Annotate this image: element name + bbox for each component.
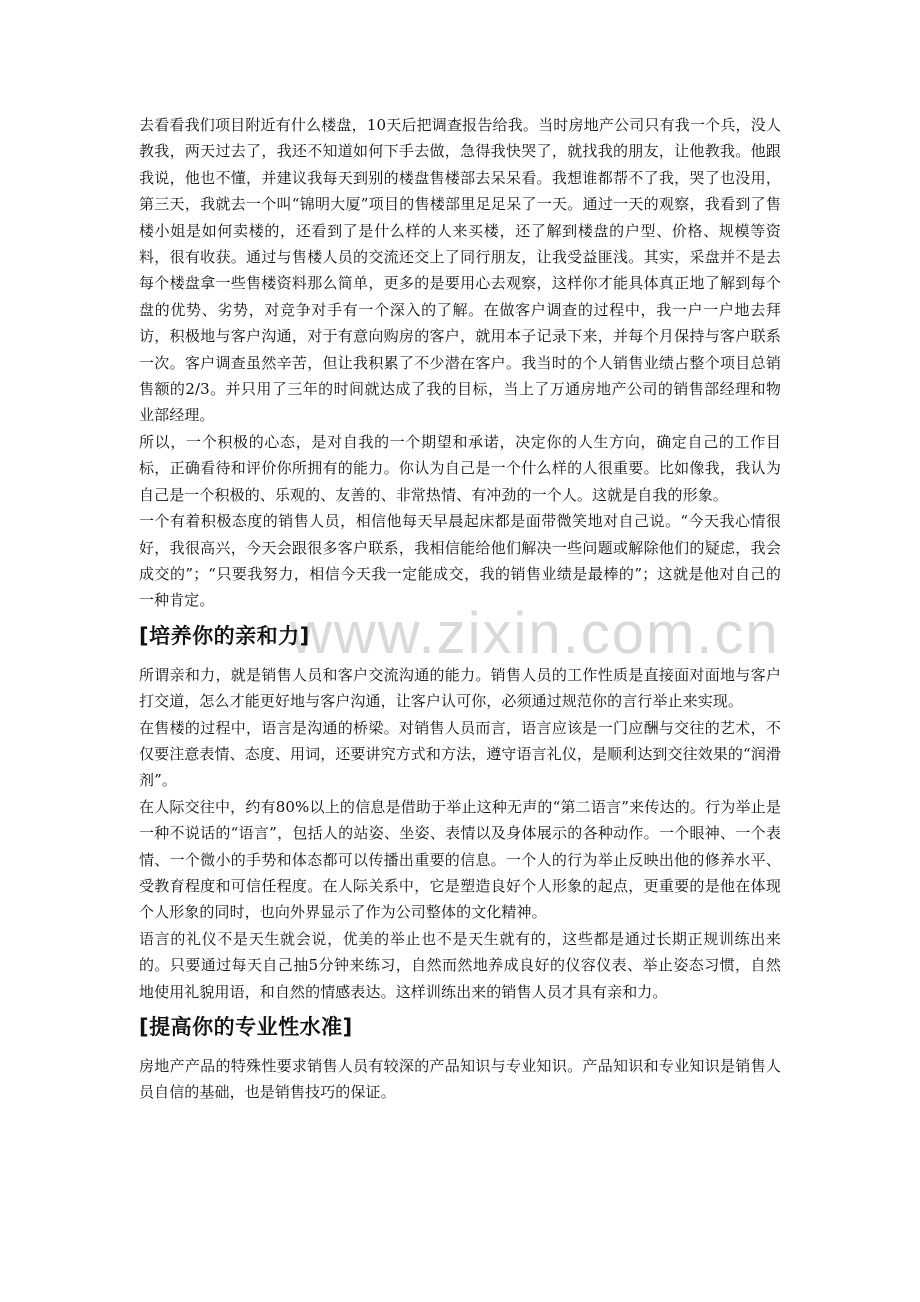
- paragraph: 在售楼的过程中，语言是沟通的桥梁。对销售人员而言，语言应该是一门应酬与交往的艺术，不仅要注意表情、态度、用词，还要讲究方式和方法，遵守语言礼仪，是顺利达到交往效果的“润滑剂”。: [139, 718, 781, 790]
- paragraph: 语言的礼仪不是天生就会说，优美的举止也不是天生就有的，这些都是通过长期正规训练出来的。只要通过每天自己抽5分钟来练习，自然而然地养成良好的仪容仪表、举止姿态习惯，自然地使用礼貌用语，和自然的情感表达。这样训练出来的销售人员才具有亲和力。: [139, 929, 781, 1001]
- paragraph: 一个有着积极态度的销售人员，相信他每天早晨起床都是面带微笑地对自己说。“今天我心情很好，我很高兴，今天会跟很多客户联系，我相信能给他们解决一些问题或解除他们的疑虑，我会成交的”；“只要我努力，相信今天我一定能成交，我的销售业绩是最棒的”；这就是他对自己的一种肯定。: [139, 512, 781, 610]
- document-body: [139, 112, 781, 1106]
- section-heading: [提高你的专业性水准]: [139, 1015, 353, 1039]
- paragraph: 去看看我们项目附近有什么楼盘，10天后把调查报告给我。当时房地产公司只有我一个兵，没人教我，两天过去了，我还不知道如何下手去做，急得我快哭了，就找我的朋友，让他教我。他跟我说，他也不懂，并建议我每天到别的楼盘售楼部去呆呆看。我想谁都帮不了我，哭了也没用，第三天，我就去一个叫“锦明大厦”项目的售楼部里足足呆了一天。通过一天的观察，我看到了售楼小姐是如何卖楼的，还看到了是什么样的人来买楼，还了解到楼盘的户型、价格、规模等资料，很有收获。通过与售楼人员的交流还交上了同行朋友，让我受益匪浅。其实，采盘并不是去每个楼盘拿一些售楼资料那么简单，更多的是要用心去观察，这样你才能具体真正地了解到每个盘的优势、劣势，对竞争对手有一个深入的了解。在做客户调查的过程中，我一户一户地去拜访，积极地与客户沟通，对于有意向购房的客户，就用本子记录下来，并每个月保持与客户联系一次。客户调查虽然辛苦，但让我积累了不少潜在客户。我当时的个人销售业绩占整个项目总销售额的2/3。并只用了三年的时间就达成了我的目标，当上了万通房地产公司的销售部经理和物业部经理。: [139, 116, 781, 425]
- watermark: www.zixin.com.cn: [290, 601, 780, 666]
- paragraph: 所谓亲和力，就是销售人员和客户交流沟通的能力。销售人员的工作性质是直接面对面地与客户打交道，怎么才能更好地与客户沟通，让客户认可你，必须通过规范你的言行举止来实现。: [139, 665, 781, 711]
- section-heading: [培养你的亲和力]: [139, 623, 310, 648]
- paragraph: 房地产产品的特殊性要求销售人员有较深的产品知识与专业知识。产品知识和专业知识是销售人员自信的基础，也是销售技巧的保证。: [139, 1057, 781, 1102]
- paragraph: 在人际交往中，约有80%以上的信息是借助于举止这种无声的“第二语言”来传达的。行为举止是一种不说话的“语言”，包括人的站姿、坐姿、表情以及身体展示的各种动作。一个眼神、一个表情、一个微小的手势和体态都可以传播出重要的信息。一个人的行为举止反映出他的修养水平、受教育程度和可信任程度。在人际关系中，它是塑造良好个人形象的起点，更重要的是他在体现个人形象的同时，也向外界显示了作为公司整体的文化精神。: [139, 797, 781, 922]
- paragraph: 所以，一个积极的心态，是对自我的一个期望和承诺，决定你的人生方向，确定自己的工作目标，正确看待和评价你所拥有的能力。你认为自己是一个什么样的人很重要。比如像我，我认为自己是一个积极的、乐观的、友善的、非常热情、有冲劲的一个人。这就是自我的形象。: [139, 432, 781, 504]
